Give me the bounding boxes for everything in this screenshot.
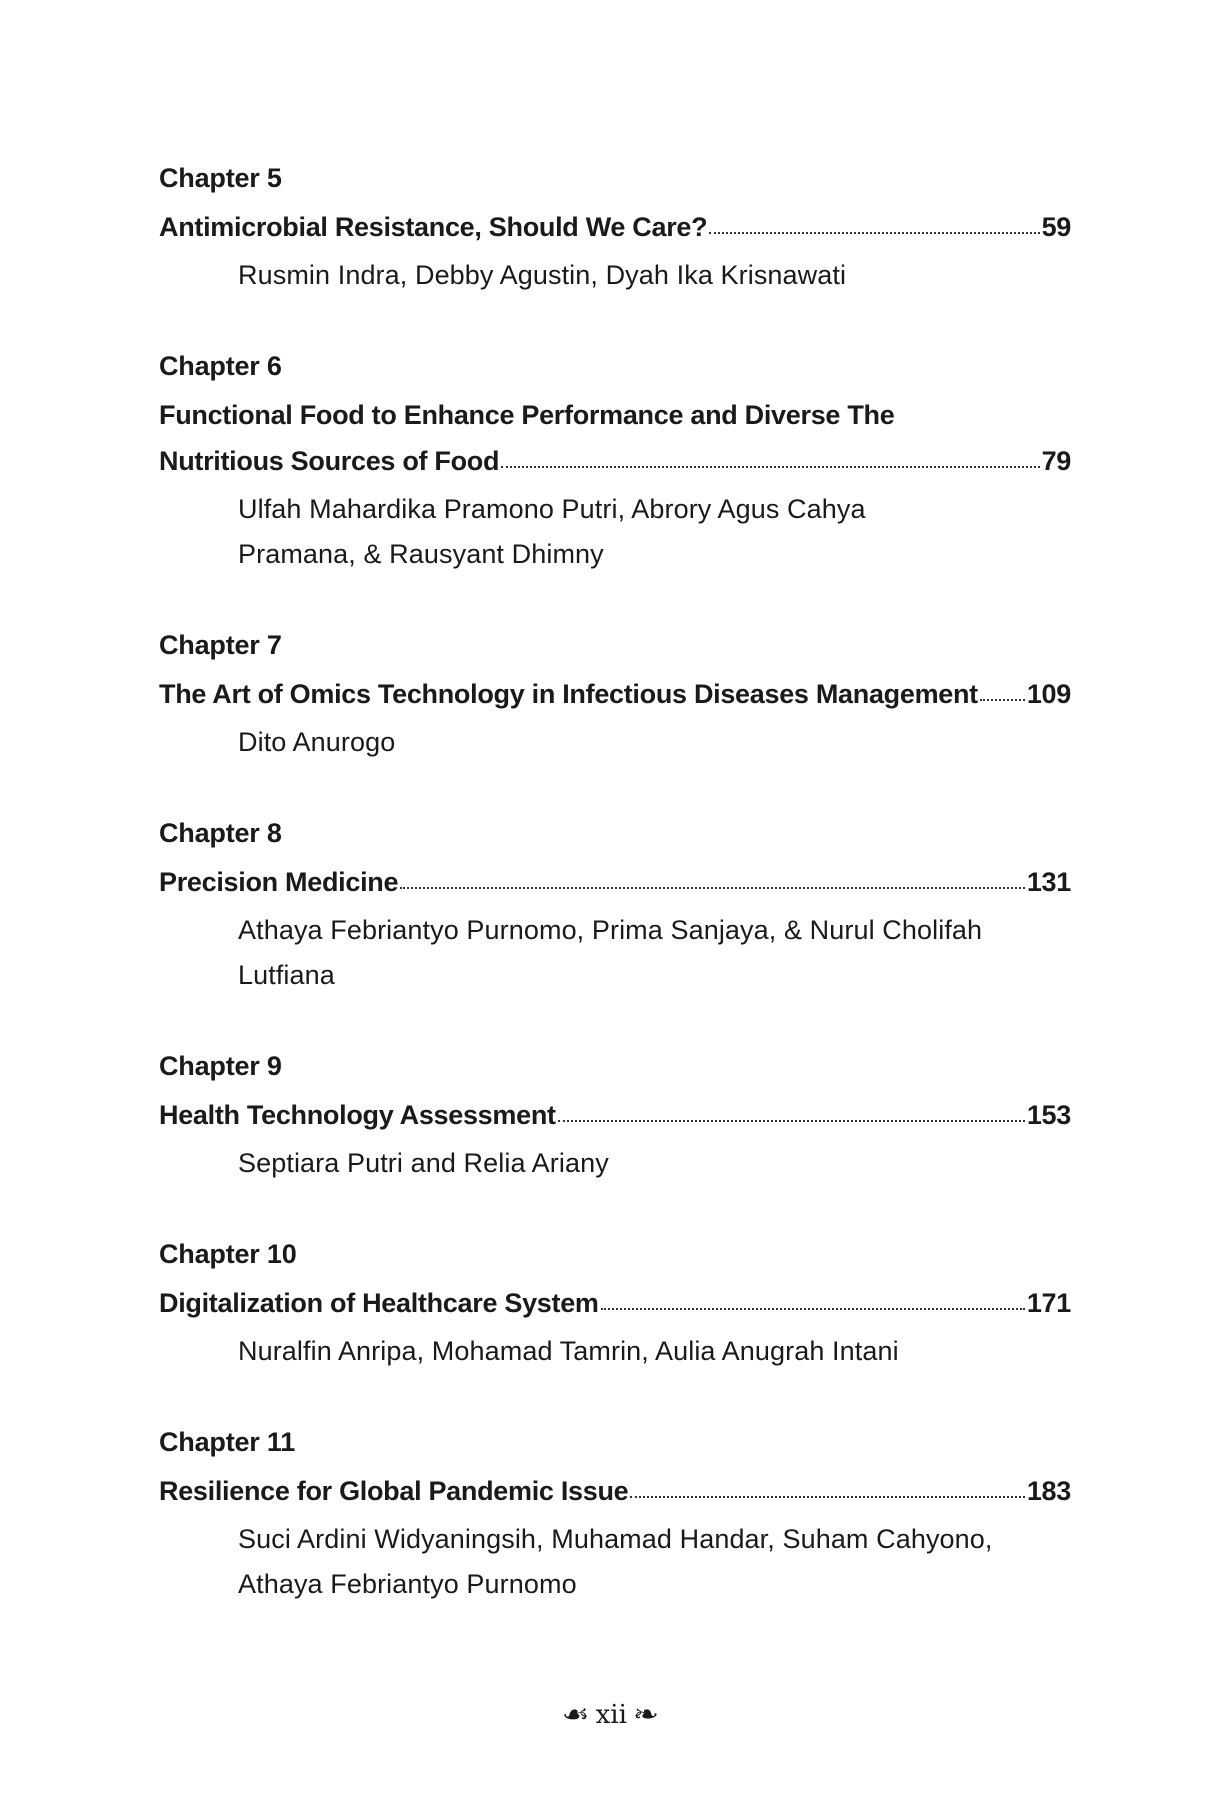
dot-leader (601, 1292, 1025, 1312)
toc-entry (159, 807, 1071, 998)
toc-entry (159, 1228, 1071, 1374)
page-number[interactable]: 59 (1041, 212, 1071, 242)
dot-leader (980, 683, 1025, 703)
chapter-label: Chapter 10 (159, 1239, 297, 1269)
toc-entry (159, 340, 1071, 577)
chapter-label: Chapter 5 (159, 163, 282, 193)
page-number[interactable]: 131 (1026, 867, 1071, 897)
chapter-title-row[interactable] (159, 671, 1071, 717)
chapter-authors (159, 908, 1071, 998)
chapter-title[interactable]: Resilience for Global Pandemic Issue (159, 1476, 629, 1506)
ornament-right-icon: ❧ (632, 1700, 660, 1730)
author-line: Suci Ardini Widyaningsih, Muhamad Handar, Suham Cahyono, (238, 1524, 993, 1554)
chapter-title[interactable]: Nutritious Sources of Food (159, 446, 500, 476)
toc-entry (159, 1416, 1071, 1607)
author-line: Athaya Febriantyo Purnomo, Prima Sanjaya, & Nurul Cholifah (238, 915, 983, 945)
author-line: Dito Anurogo (238, 727, 396, 757)
dot-leader (709, 216, 1039, 236)
dot-leader (630, 1480, 1024, 1500)
author-line: Ulfah Mahardika Pramono Putri, Abrory Agus Cahya (238, 494, 866, 524)
toc-entry (159, 1040, 1071, 1186)
chapter-label: Chapter 11 (159, 1427, 296, 1457)
page-number[interactable]: 153 (1026, 1100, 1071, 1130)
author-line: Rusmin Indra, Debby Agustin, Dyah Ika Krisnawati (238, 260, 847, 290)
chapter-title-row[interactable] (159, 1280, 1071, 1326)
chapter-title-row[interactable] (159, 859, 1071, 905)
chapter-label: Chapter 8 (159, 818, 282, 848)
chapter-title[interactable]: Health Technology Assessment (159, 1100, 556, 1130)
author-line: Lutfiana (238, 960, 335, 990)
toc-entry (159, 152, 1071, 298)
chapter-authors (159, 1329, 1071, 1374)
chapter-label: Chapter 6 (159, 351, 282, 381)
chapter-title[interactable]: Antimicrobial Resistance, Should We Care? (159, 212, 708, 242)
chapter-authors (159, 720, 1071, 765)
page-number[interactable]: 79 (1041, 446, 1071, 476)
page-number-label: xii (595, 1700, 627, 1730)
page-number[interactable]: 171 (1026, 1288, 1071, 1318)
chapter-authors (159, 1517, 1071, 1607)
chapter-authors (159, 487, 1071, 577)
chapter-title-row[interactable] (159, 438, 1071, 484)
chapter-title-row[interactable] (159, 1092, 1071, 1138)
chapter-title-row[interactable] (159, 204, 1071, 250)
dot-leader (558, 1104, 1025, 1124)
author-line: Athaya Febriantyo Purnomo (238, 1569, 577, 1599)
chapter-title-line: Functional Food to Enhance Performance and Diverse The (159, 400, 895, 430)
ornament-left-icon: ☙ (561, 1700, 590, 1730)
author-line: Nuralfin Anripa, Mohamad Tamrin, Aulia Anugrah Intani (238, 1336, 899, 1366)
chapter-label: Chapter 7 (159, 630, 282, 660)
author-line: Pramana, & Rausyant Dhimny (238, 539, 604, 569)
chapter-title[interactable]: The Art of Omics Technology in Infectious Diseases Management (159, 679, 978, 709)
chapter-title-row[interactable] (159, 1468, 1071, 1514)
dot-leader (501, 450, 1039, 470)
page-footer (0, 1700, 1221, 1730)
chapter-label: Chapter 9 (159, 1051, 282, 1081)
chapter-authors (159, 1141, 1071, 1186)
page-number[interactable]: 183 (1026, 1476, 1071, 1506)
table-of-contents (159, 152, 1071, 1649)
author-line: Septiara Putri and Relia Ariany (238, 1148, 609, 1178)
toc-entry (159, 619, 1071, 765)
dot-leader (400, 871, 1025, 891)
chapter-title[interactable]: Digitalization of Healthcare System (159, 1288, 599, 1318)
page-number[interactable]: 109 (1026, 679, 1071, 709)
chapter-title[interactable]: Precision Medicine (159, 867, 399, 897)
chapter-authors (159, 253, 1071, 298)
